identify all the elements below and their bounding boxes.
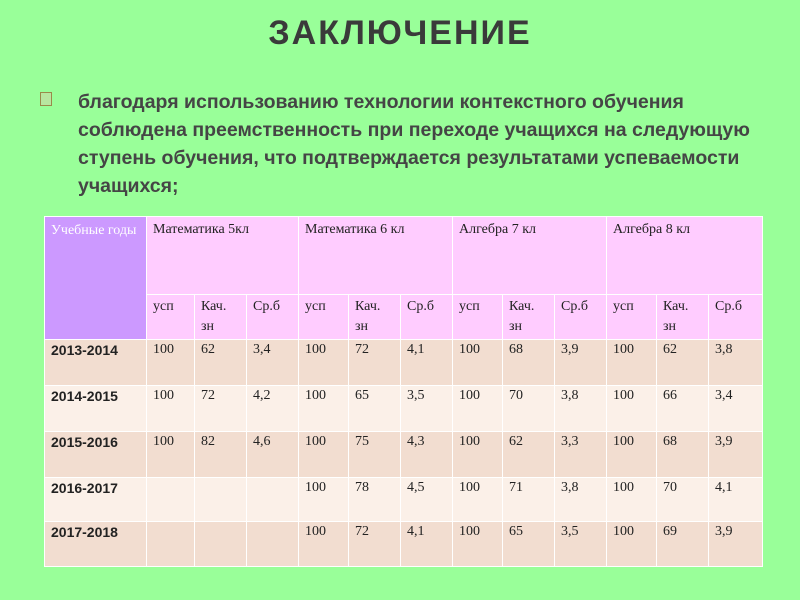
table-row — [45, 522, 763, 567]
value-cell: 100 — [453, 432, 503, 478]
year-cell: 2015-2016 — [45, 432, 147, 478]
value-cell: 3,8 — [555, 478, 607, 522]
value-cell: 100 — [453, 522, 503, 567]
value-cell: 70 — [657, 478, 709, 522]
value-cell: 100 — [299, 340, 349, 386]
value-cell — [247, 478, 299, 522]
value-cell: 65 — [503, 522, 555, 567]
value-cell: 65 — [349, 386, 401, 432]
table-row — [45, 386, 763, 432]
value-cell: 100 — [453, 478, 503, 522]
value-cell: 100 — [607, 386, 657, 432]
value-cell: 72 — [349, 522, 401, 567]
value-cell: 100 — [453, 386, 503, 432]
value-cell: 72 — [195, 386, 247, 432]
year-cell: 2016-2017 — [45, 478, 147, 522]
value-cell: 82 — [195, 432, 247, 478]
value-cell: 68 — [503, 340, 555, 386]
table-row — [45, 340, 763, 386]
value-cell: 100 — [453, 340, 503, 386]
subheader-cell: усп — [607, 295, 657, 340]
value-cell: 3,8 — [555, 386, 607, 432]
value-cell: 100 — [607, 478, 657, 522]
value-cell: 69 — [657, 522, 709, 567]
value-cell — [195, 522, 247, 567]
subheader-cell: Ср.б — [247, 295, 299, 340]
value-cell: 4,1 — [401, 340, 453, 386]
subject-header-math5: Математика 5кл — [147, 217, 299, 295]
value-cell — [147, 522, 195, 567]
subheader-cell: Кач. зн — [349, 295, 401, 340]
value-cell: 3,4 — [247, 340, 299, 386]
value-cell: 4,2 — [247, 386, 299, 432]
subject-header-alg7: Алгебра 7 кл — [453, 217, 607, 295]
value-cell: 100 — [299, 478, 349, 522]
value-cell: 4,1 — [709, 478, 763, 522]
value-cell: 100 — [147, 432, 195, 478]
subheader-cell: усп — [453, 295, 503, 340]
value-cell: 75 — [349, 432, 401, 478]
value-cell — [247, 522, 299, 567]
bullet-square-icon — [40, 92, 52, 106]
value-cell: 4,6 — [247, 432, 299, 478]
value-cell: 100 — [299, 386, 349, 432]
value-cell: 100 — [147, 340, 195, 386]
value-cell: 3,3 — [555, 432, 607, 478]
table-row — [45, 478, 763, 522]
value-cell: 100 — [607, 522, 657, 567]
value-cell: 3,9 — [709, 432, 763, 478]
year-cell: 2017-2018 — [45, 522, 147, 567]
table-row — [45, 432, 763, 478]
bullet-text: благодаря использованию технологии контекстного обучения соблюдена преемственность при переходе учащихся на следующую ступень обучения, что подтверждается результатами успеваемости учащихся; — [78, 91, 750, 197]
value-cell: 4,5 — [401, 478, 453, 522]
years-header: Учебные годы — [45, 217, 147, 340]
value-cell: 62 — [657, 340, 709, 386]
value-cell: 70 — [503, 386, 555, 432]
value-cell: 72 — [349, 340, 401, 386]
subheader-cell: Ср.б — [555, 295, 607, 340]
subject-header-math6: Математика 6 кл — [299, 217, 453, 295]
value-cell: 68 — [657, 432, 709, 478]
value-cell: 100 — [299, 522, 349, 567]
value-cell: 100 — [147, 386, 195, 432]
subheader-cell: усп — [299, 295, 349, 340]
value-cell: 3,9 — [709, 522, 763, 567]
subheader-cell: усп — [147, 295, 195, 340]
value-cell — [195, 478, 247, 522]
value-cell: 4,3 — [401, 432, 453, 478]
value-cell: 4,1 — [401, 522, 453, 567]
value-cell: 100 — [299, 432, 349, 478]
subheader-row — [45, 295, 763, 340]
value-cell: 62 — [503, 432, 555, 478]
value-cell: 66 — [657, 386, 709, 432]
value-cell: 3,5 — [401, 386, 453, 432]
subheader-cell: Кач. зн — [195, 295, 247, 340]
subject-header-alg8: Алгебра 8 кл — [607, 217, 763, 295]
year-cell: 2014-2015 — [45, 386, 147, 432]
value-cell: 3,8 — [709, 340, 763, 386]
subheader-cell: Ср.б — [401, 295, 453, 340]
table-body — [45, 340, 763, 567]
value-cell: 3,5 — [555, 522, 607, 567]
slide-title: ЗАКЛЮЧЕНИЕ — [268, 14, 532, 52]
value-cell: 100 — [607, 432, 657, 478]
subheader-cell: Ср.б — [709, 295, 763, 340]
value-cell — [147, 478, 195, 522]
results-table — [44, 216, 763, 567]
subheader-cell: Кач. зн — [503, 295, 555, 340]
value-cell: 78 — [349, 478, 401, 522]
value-cell: 3,4 — [709, 386, 763, 432]
year-cell: 2013-2014 — [45, 340, 147, 386]
value-cell: 62 — [195, 340, 247, 386]
value-cell: 100 — [607, 340, 657, 386]
value-cell: 71 — [503, 478, 555, 522]
value-cell: 3,9 — [555, 340, 607, 386]
subheader-cell: Кач. зн — [657, 295, 709, 340]
